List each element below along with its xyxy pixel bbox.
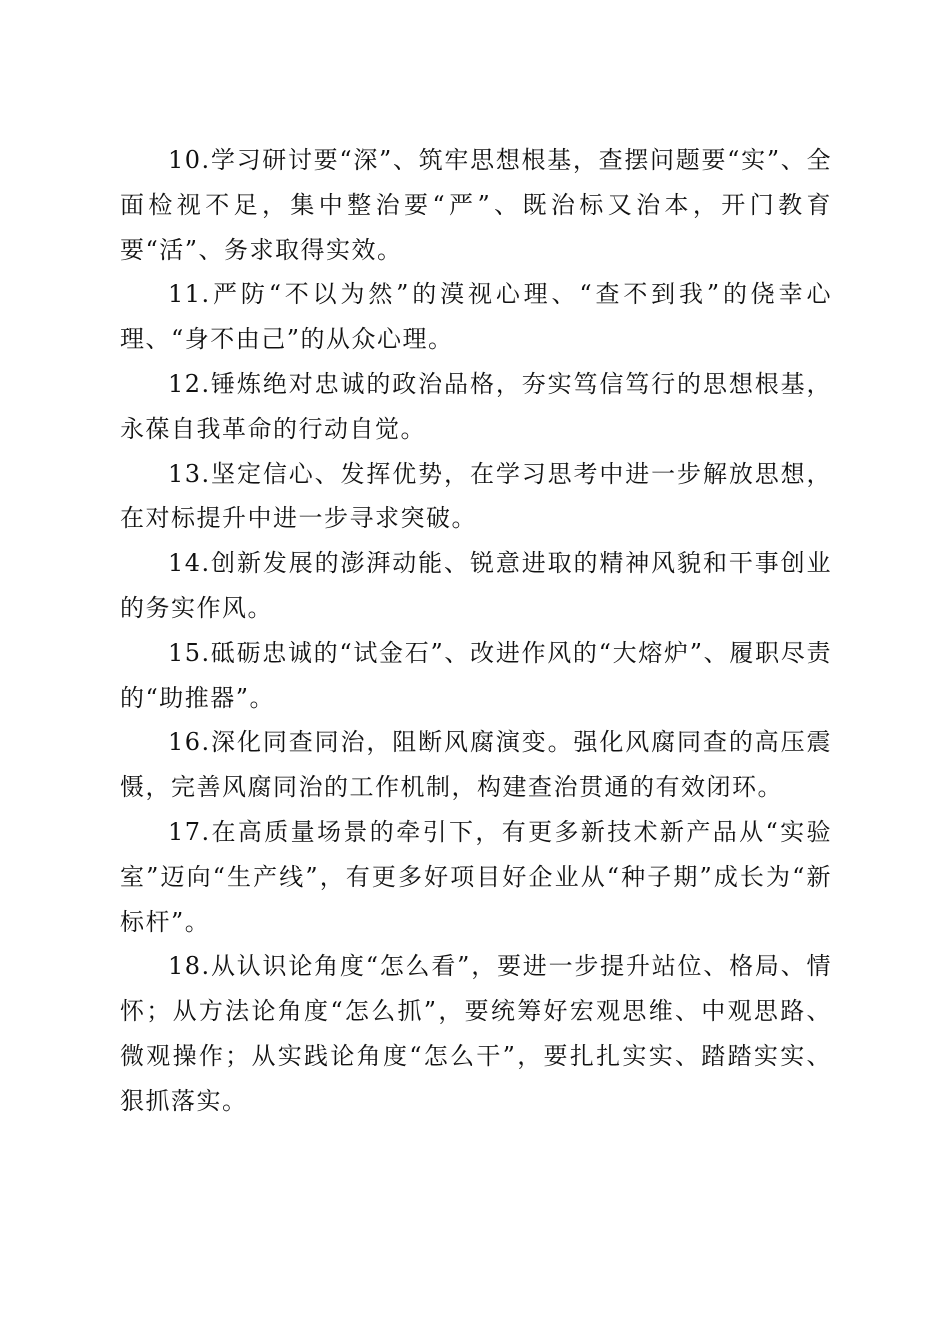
paragraph-12: 12.锤炼绝对忠诚的政治品格，夯实笃信笃行的思想根基，永葆自我革命的行动自觉。 xyxy=(120,369,832,443)
document-body xyxy=(120,138,832,1124)
paragraph-14: 14.创新发展的澎湃动能、锐意进取的精神风貌和干事创业的务实作风。 xyxy=(120,549,832,622)
paragraph-11: 11.严防“不以为然”的漠视心理、“查不到我”的侥幸心理、“身不由己”的从众心理。 xyxy=(120,280,832,354)
paragraph-10: 10.学习研讨要“深”、筑牢思想根基，查摆问题要“实”、全面检视不足，集中整治要“严”、既治标又治本，开门教育要“活”、务求取得实效。 xyxy=(120,146,832,264)
paragraph-17: 17.在高质量场景的牵引下，有更多新技术新产品从“实验室”迈向“生产线”，有更多好项目好企业从“种子期”成长为“新标杆”。 xyxy=(120,817,832,936)
paragraph-13: 13.坚定信心、发挥优势，在学习思考中进一步解放思想，在对标提升中进一步寻求突破。 xyxy=(120,459,832,533)
paragraph-18: 18.从认识论角度“怎么看”，要进一步提升站位、格局、情怀；从方法论角度“怎么抓”，要统筹好宏观思维、中观思路、微观操作；从实践论角度“怎么干”，要扎扎实实、踏踏实实、狠抓落实。 xyxy=(120,952,832,1115)
paragraph-15: 15.砥砺忠诚的“试金石”、改进作风的“大熔炉”、履职尽责的“助推器”。 xyxy=(120,638,832,712)
paragraph-16: 16.深化同查同治，阻断风腐演变。强化风腐同查的高压震慑，完善风腐同治的工作机制，构建查治贯通的有效闭环。 xyxy=(120,728,832,802)
